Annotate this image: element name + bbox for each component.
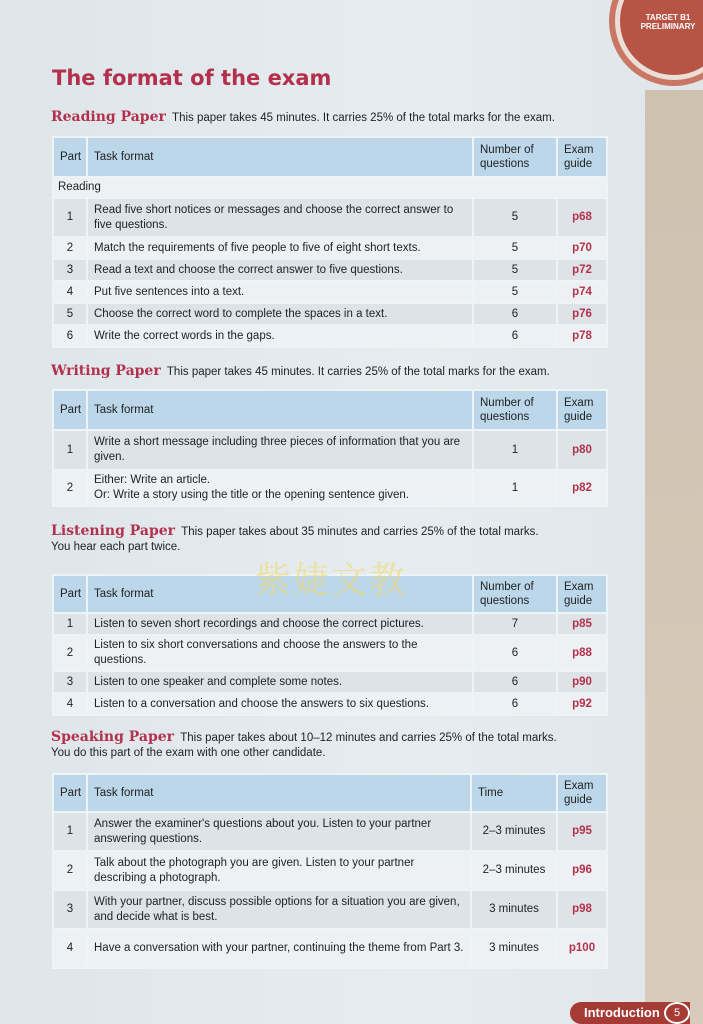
part-cell: 3 [53,671,87,693]
numq-header: Number of questions [473,137,557,177]
task-cell: Match the requirements of five people to five of eight short texts. [87,237,473,259]
task-cell: Listen to six short conversations and choose the answers to the questions. [87,635,473,671]
reading-desc: This paper takes 45 minutes. It carries 25% of the total marks for the exam. [172,112,555,124]
table-row [53,671,607,693]
speaking-desc2: You do this part of the exam with one other candidate. [51,747,326,759]
part-cell: 1 [53,613,87,635]
part-cell: 3 [53,890,87,929]
table-row [53,613,607,635]
part-cell: 6 [53,325,87,347]
task-header: Task format [87,390,473,430]
table-row [53,890,607,929]
listening-heading [51,524,539,555]
part-cell: 1 [53,812,87,851]
num-cell: 1 [473,430,557,470]
reading-group-label: Reading [53,177,607,198]
speaking-desc: This paper takes about 10–12 minutes and carries 25% of the total marks. [180,732,557,744]
part-header: Part [53,575,87,613]
table-row [53,851,607,890]
page-ref: p70 [557,237,607,259]
num-cell: 7 [473,613,557,635]
part-cell: 1 [53,430,87,470]
page-ref: p72 [557,259,607,281]
page-ref: p78 [557,325,607,347]
task-cell: Read five short notices or messages and choose the correct answer to five questions. [87,198,473,237]
task-header: Task format [87,774,471,812]
page-ref: p74 [557,281,607,303]
task-line-or: Or: Write a story using the title or the opening sentence given. [94,489,409,501]
guide-header: Exam guide [557,137,607,177]
table-row [53,812,607,851]
part-cell: 4 [53,281,87,303]
reading-table [52,136,608,348]
num-cell: 1 [473,470,557,506]
part-cell: 4 [53,929,87,968]
task-cell: Answer the examiner's questions about you. Listen to your partner answering questions. [87,812,471,851]
part-cell: 2 [53,237,87,259]
part-cell: 3 [53,259,87,281]
num-cell: 6 [473,693,557,715]
task-cell: Have a conversation with your partner, continuing the theme from Part 3. [87,929,471,968]
task-header: Task format [87,575,473,613]
page-title: The format of the exam [52,66,332,90]
page-ref: p82 [557,470,607,506]
num-cell: 5 [473,237,557,259]
task-cell [87,470,473,506]
num-cell: 6 [473,671,557,693]
task-cell: With your partner, discuss possible options for a situation you are given, and decide what is best. [87,890,471,929]
page-ref: p80 [557,430,607,470]
page-edge-band [645,90,703,1024]
table-row [53,929,607,968]
num-cell: 5 [473,259,557,281]
num-cell: 6 [473,303,557,325]
listening-title: Listening Paper [51,523,176,539]
task-cell: Write a short message including three pieces of information that you are given. [87,430,473,470]
task-cell: Put five sentences into a text. [87,281,473,303]
page-number: 5 [664,1002,690,1024]
part-header: Part [53,390,87,430]
num-cell: 5 [473,281,557,303]
page-ref: p88 [557,635,607,671]
part-cell: 5 [53,303,87,325]
task-cell: Read a text and choose the correct answer to five questions. [87,259,473,281]
table-row [53,303,607,325]
part-cell: 2 [53,470,87,506]
page-ref: p85 [557,613,607,635]
task-cell: Talk about the photograph you are given. Listen to your partner describing a photograph. [87,851,471,890]
writing-title: Writing Paper [51,363,161,379]
table-row [53,198,607,237]
table-row [53,430,607,470]
writing-header-row [53,390,607,430]
speaking-header-row [53,774,607,812]
writing-desc: This paper takes 45 minutes. It carries 25% of the total marks for the exam. [166,366,550,378]
table-row [53,325,607,347]
speaking-title: Speaking Paper [51,729,175,745]
watermark-text: 紫婕文教 [255,560,408,601]
num-cell: 6 [473,635,557,671]
num-cell: 6 [473,325,557,347]
num-cell: 5 [473,198,557,237]
page-ref: p98 [557,890,607,929]
time-cell: 3 minutes [471,929,557,968]
listening-desc2: You hear each part twice. [51,541,181,553]
speaking-heading [51,730,557,761]
page-ref: p96 [557,851,607,890]
section-tab-introduction: Introduction [570,1002,690,1024]
task-cell: Write the correct words in the gaps. [87,325,473,347]
time-cell: 3 minutes [471,890,557,929]
task-cell: Choose the correct word to complete the spaces in a text. [87,303,473,325]
reading-heading [51,110,555,126]
listening-desc: This paper takes about 35 minutes and carries 25% of the total marks. [181,526,539,538]
page-ref: p95 [557,812,607,851]
time-header: Time [471,774,557,812]
table-row [53,635,607,671]
task-cell: Listen to seven short recordings and choose the correct pictures. [87,613,473,635]
table-row [53,237,607,259]
guide-header: Exam guide [557,575,607,613]
logo-text: TARGET B1 PRELIMINARY [640,13,696,31]
numq-header: Number of questions [473,390,557,430]
page-ref: p100 [557,929,607,968]
time-cell: 2–3 minutes [471,812,557,851]
task-cell: Listen to a conversation and choose the answers to six questions. [87,693,473,715]
table-row [53,470,607,506]
task-line-either: Either: Write an article. [94,474,211,486]
table-row [53,281,607,303]
page-ref: p92 [557,693,607,715]
reading-header-row [53,137,607,177]
part-cell: 2 [53,635,87,671]
guide-header: Exam guide [557,774,607,812]
page-ref: p76 [557,303,607,325]
target-b1-logo [615,0,703,80]
part-cell: 1 [53,198,87,237]
table-row [53,693,607,715]
reading-title: Reading Paper [51,109,166,125]
writing-heading [51,364,550,380]
task-cell: Listen to one speaker and complete some notes. [87,671,473,693]
part-cell: 4 [53,693,87,715]
time-cell: 2–3 minutes [471,851,557,890]
writing-table [52,389,608,507]
guide-header: Exam guide [557,390,607,430]
page-ref: p68 [557,198,607,237]
numq-header: Number of questions [473,575,557,613]
table-row [53,259,607,281]
part-header: Part [53,774,87,812]
speaking-table [52,773,608,969]
part-cell: 2 [53,851,87,890]
task-header: Task format [87,137,473,177]
part-header: Part [53,137,87,177]
page-ref: p90 [557,671,607,693]
